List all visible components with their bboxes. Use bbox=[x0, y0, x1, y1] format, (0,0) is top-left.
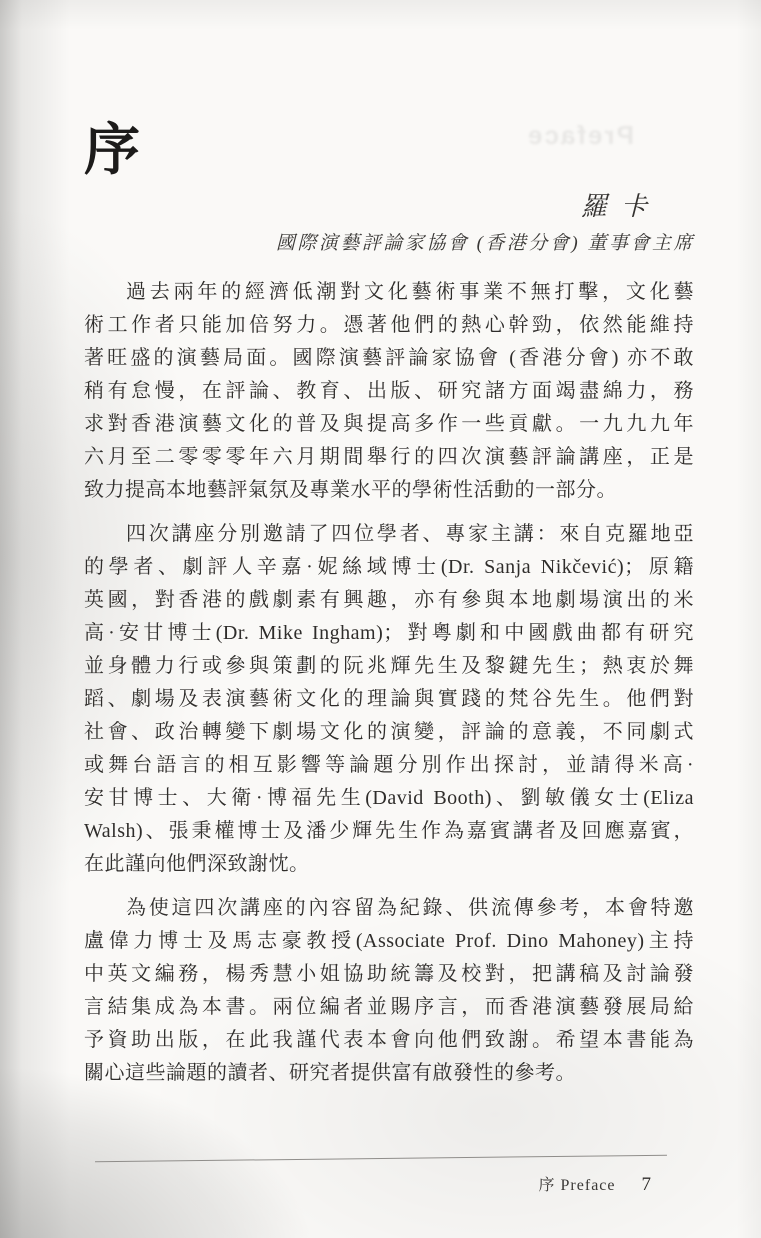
body-paragraph bbox=[84, 276, 694, 507]
page-number: 7 bbox=[641, 1174, 651, 1195]
author-name: 羅卡 bbox=[580, 192, 661, 221]
text-line: 為使這四次講座的內容留為紀錄、供流傳參考，本會特邀 bbox=[126, 897, 694, 919]
ghost-preface-bleedthrough: Preface bbox=[526, 120, 634, 150]
footer-rule bbox=[95, 1155, 667, 1162]
text-line: 或舞台語言的相互影響等論題分別作出探討，並請得米高· bbox=[84, 754, 694, 776]
text-line: 蹈、劇場及表演藝術文化的理論與實踐的梵谷先生。他們對 bbox=[84, 688, 694, 710]
text-line: 著旺盛的演藝局面。國際演藝評論家協會 (香港分會) 亦不敢 bbox=[84, 347, 694, 369]
text-line: 關心這些論題的讀者、研究者提供富有啟發性的參考。 bbox=[84, 1062, 576, 1084]
footer bbox=[539, 1172, 651, 1196]
text-line: 在此謹向他們深致謝忱。 bbox=[84, 853, 310, 875]
text-line: 中英文編務，楊秀慧小姐協助統籌及校對，把講稿及討論發 bbox=[84, 963, 694, 985]
text-line: 稍有怠慢，在評論、教育、出版、研究諸方面竭盡綿力，務 bbox=[84, 380, 694, 402]
preface-body bbox=[84, 276, 694, 1090]
text-line: 安甘博士、大衛·博福先生(David Booth)、劉敏儀女士(Eliza bbox=[84, 787, 694, 809]
text-line: 社會、政治轉變下劇場文化的演變，評論的意義，不同劇式 bbox=[84, 721, 694, 743]
text-line: 言結集成為本書。兩位編者並賜序言，而香港演藝發展局給 bbox=[84, 996, 694, 1018]
text-line: 英國，對香港的戲劇素有興趣，亦有參與本地劇場演出的米 bbox=[84, 589, 694, 611]
text-line: 過去兩年的經濟低潮對文化藝術事業不無打擊，文化藝 bbox=[126, 281, 694, 303]
text-line: 高·安甘博士(Dr. Mike Ingham)；對粵劇和中國戲曲都有研究 bbox=[84, 622, 694, 644]
body-paragraph bbox=[84, 518, 694, 881]
text-line: 盧偉力博士及馬志豪教授(Associate Prof. Dino Mahoney)主持 bbox=[84, 930, 694, 952]
text-line: 的學者、劇評人辛嘉·妮絲域博士(Dr. Sanja Nikčević)；原籍 bbox=[84, 556, 694, 578]
text-line: 六月至二零零零年六月期間舉行的四次演藝評論講座，正是 bbox=[84, 446, 694, 468]
text-line: 致力提高本地藝評氣氛及專業水平的學術性活動的一部分。 bbox=[84, 479, 617, 501]
text-line: 予資助出版，在此我謹代表本會向他們致謝。希望本書能為 bbox=[84, 1029, 694, 1051]
body-paragraph bbox=[84, 892, 694, 1090]
text-line: 術工作者只能加倍努力。憑著他們的熱心幹勁，依然能維持 bbox=[84, 314, 694, 336]
text-line: Walsh)、張秉權博士及潘少輝先生作為嘉賓講者及回應嘉賓， bbox=[84, 820, 694, 842]
text-line: 四次講座分別邀請了四位學者、專家主講：來自克羅地亞 bbox=[126, 523, 694, 545]
footer-running-title: 序 Preface bbox=[538, 1177, 616, 1194]
page-title: 序 bbox=[84, 120, 140, 182]
author-role: 國際演藝評論家協會 (香港分會) 董事會主席 bbox=[275, 233, 695, 254]
text-line: 求對香港演藝文化的普及與提高多作一些貢獻。一九九九年 bbox=[84, 413, 694, 435]
text-line: 並身體力行或參與策劃的阮兆輝先生及黎鍵先生；熱衷於舞 bbox=[84, 655, 694, 677]
